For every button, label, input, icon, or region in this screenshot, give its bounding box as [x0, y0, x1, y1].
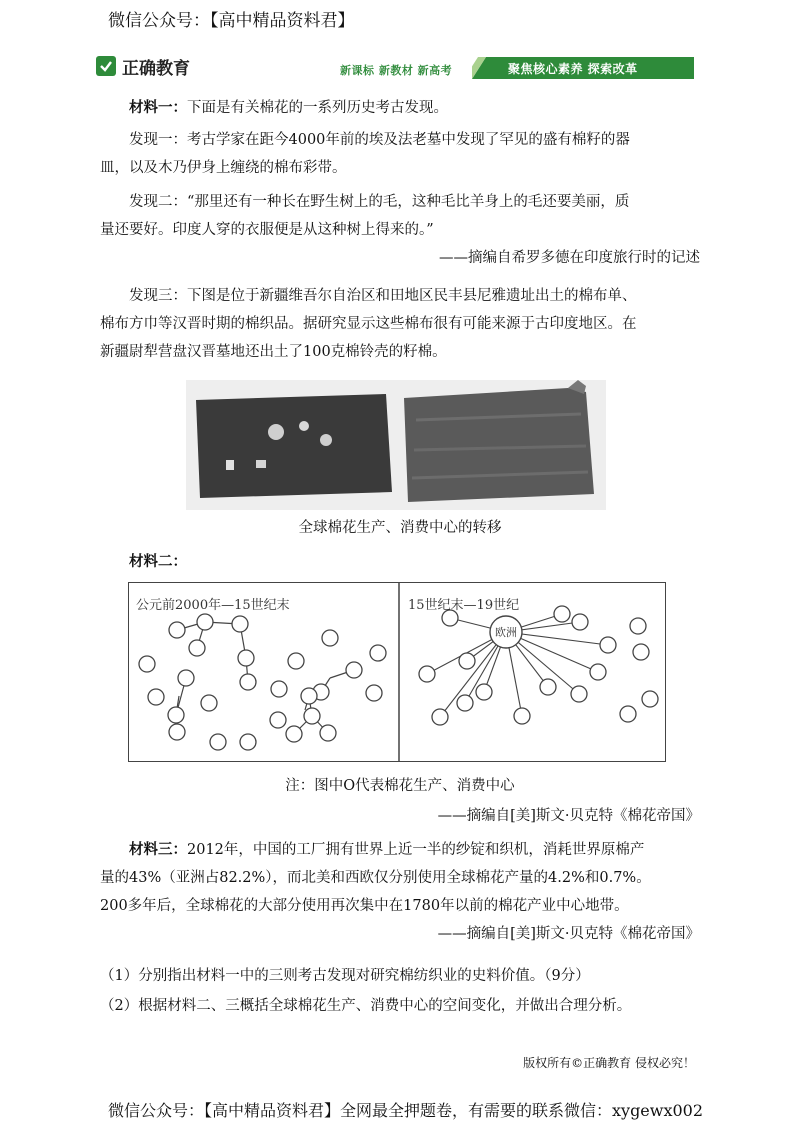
europe-hub-label: 欧洲 [495, 626, 517, 639]
cotton-textile-photo [186, 380, 606, 510]
material3-source: ——摘编自[美]斯文·贝克特《棉花帝国》 [437, 926, 700, 942]
discovery-3: 发现三：下图是位于新疆维吾尔自治区和田地区民丰县尼雅遗址出土的棉布单、 棉布方巾等汉晋时期的棉织品。据研究显示这些棉布很有可能来源于古印度地区。在 新疆尉犁营盘汉晋墓地还出土了100克棉铃壳的籽棉。 [100, 288, 637, 360]
photo-caption: 全球棉花生产、消费中心的转移 [298, 520, 502, 536]
brand-logo [96, 52, 190, 80]
diagram-right-title: 15世纪末—19世纪 [408, 598, 520, 613]
diagram-note: 注：图中O代表棉花生产、消费中心 [285, 778, 515, 794]
question-2: （2）根据材料二、三概括全球棉花生产、消费中心的空间变化，并做出合理分析。 [100, 998, 632, 1014]
checkmark-icon [96, 56, 116, 76]
diagram-left-title: 公元前2000年—15世纪末 [136, 598, 290, 613]
logo-text: 正确教育 [122, 58, 190, 79]
discovery-2-source: ——摘编自希罗多德在印度旅行时的记述 [439, 250, 700, 266]
discovery-2: 发现二：“那里还有一种长在野生树上的毛，这种毛比羊身上的毛还要美丽，质 量还要好。印度人穿的衣服便是从这种树上得来的。” ——摘编自希罗多德在印度旅行时的记述 [100, 188, 700, 272]
material1-intro: 材料一：下面是有关棉花的一系列历史考古发现。 [129, 99, 448, 116]
banner-text: 聚焦核心素养 探索改革 [508, 62, 638, 76]
discovery-1: 发现一：考古学家在距今4000年前的埃及法老墓中发现了罕见的盛有棉籽的器 皿，以及木乃伊身上缠绕的棉布彩带。 [100, 132, 630, 176]
material2-source: ——摘编自[美]斯文·贝克特《棉花帝国》 [437, 808, 700, 824]
wechat-header-text: 微信公众号：【高中精品资料君】 [108, 11, 355, 31]
slogan: 新课标 新教材 新高考 [340, 64, 453, 77]
copyright-notice: 版权所有©正确教育 侵权必究！ [523, 1056, 695, 1070]
wechat-footer-text: 微信公众号：【高中精品资料君】全网最全押题卷，有需要的联系微信：xygewx002 [108, 1101, 704, 1120]
question-1: （1）分别指出材料一中的三则考古发现对研究棉纺织业的史料价值。（9分） [100, 968, 590, 984]
material2-label: 材料二： [129, 553, 187, 570]
material3-text: 材料三：2012年，中国的工厂拥有世界上近一半的纱锭和织机，消耗世界原棉产 量的43%（亚洲占82.2%），而北美和西欧仅分别使用全球棉花产量的4.2%和0.7%。 200多年后，全球棉花的大部分使用再次集中在1780年以前的棉花产业中心地带。 ——摘编自[美]斯文·贝克特《棉花帝国》 [100, 836, 700, 948]
